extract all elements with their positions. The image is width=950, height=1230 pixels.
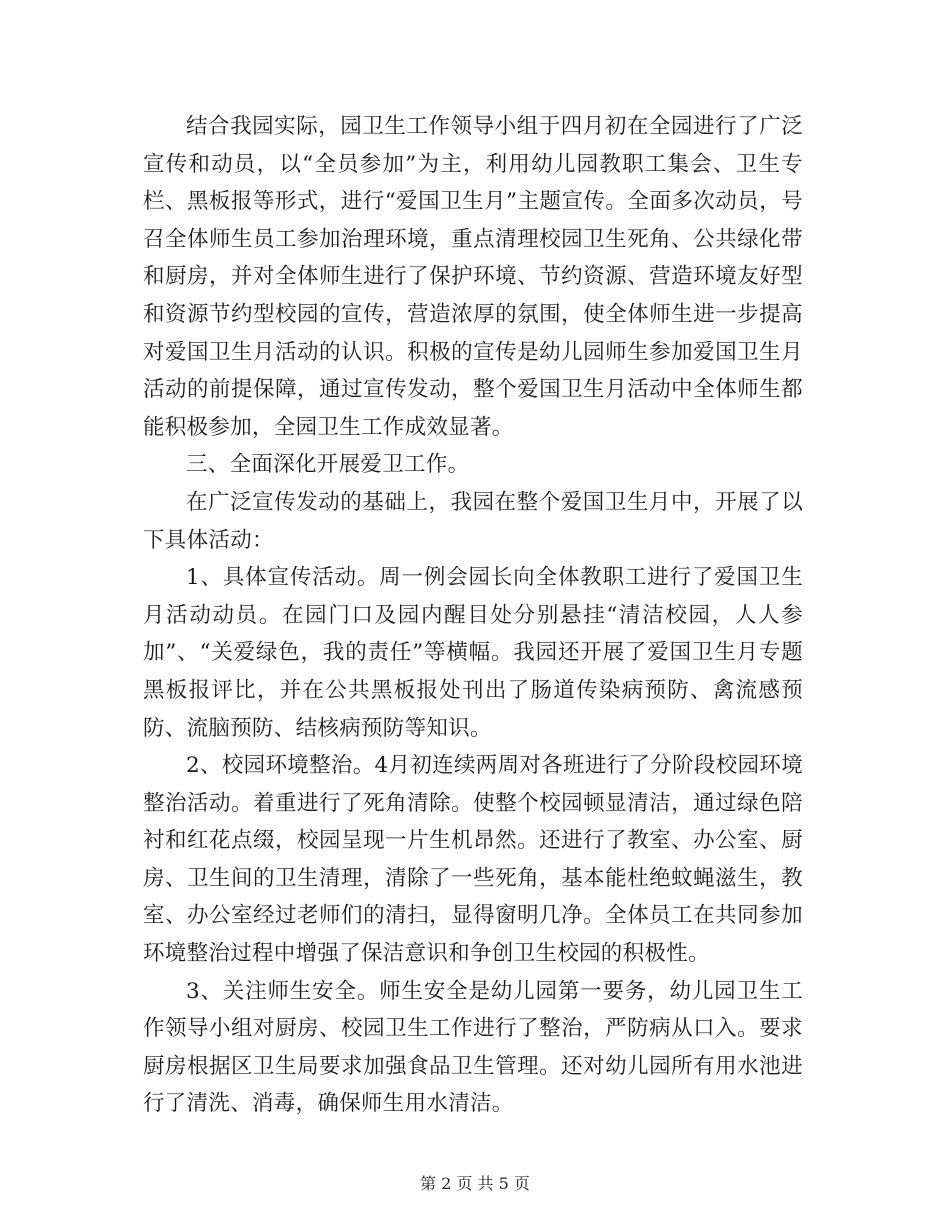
- paragraph-item-2-environment: 2、校园环境整治。4月初连续两周对各班进行了分阶段校园环境整治活动。着重进行了死角清除。使整个校园顿显清洁，通过绿色陪衬和红花点缀，校园呈现一片生机昂然。还进行了教室、办公室、厨房、卫生间的卫生清理，清除了一些死角，基本能杜绝蚊蝇滋生，教室、办公室经过老师们的清扫，显得窗明几净。全体员工在共同参加环境整治过程中增强了保洁意识和争创卫生校园的积极性。: [143, 753, 803, 967]
- paragraph-item-1-publicity: 1、具体宣传活动。周一例会园长向全体教职工进行了爱国卫生月活动动员。在园门口及园内醒目处分别悬挂“清洁校园，人人参加”、“关爱绿色，我的责任”等横幅。我园还开展了爱国卫生月专题黑板报评比，并在公共黑板报处刊出了肠道传染病预防、禽流感预防、流脑预防、结核病预防等知识。: [143, 565, 803, 741]
- page-number-footer: 第 2 页 共 5 页: [420, 1174, 530, 1193]
- section-heading-3: 三、全面深化开展爱卫工作。: [186, 452, 470, 478]
- paragraph-publicity-summary: 结合我园实际，园卫生工作领导小组于四月初在全园进行了广泛宣传和动员，以“全员参加”为主，利用幼儿园教职工集会、卫生专栏、黑板报等形式，进行“爱国卫生月”主题宣传。全面多次动员，号召全体师生员工参加治理环境，重点清理校园卫生死角、公共绿化带和厨房，并对全体师生进行了保护环境、节约资源、营造环境友好型和资源节约型校园的宣传，营造浓厚的氛围，使全体师生进一步提高对爱国卫生月活动的认识。积极的宣传是幼儿园师生参加爱国卫生月活动的前提保障，通过宣传发动，整个爱国卫生月活动中全体师生都能积极参加，全园卫生工作成效显著。: [143, 114, 803, 440]
- document-body: [143, 108, 803, 1123]
- paragraph-item-3-safety: 3、关注师生安全。师生安全是幼儿园第一要务，幼儿园卫生工作领导小组对厨房、校园卫生工作进行了整治，严防病从口入。要求厨房根据区卫生局要求加强食品卫生管理。还对幼儿园所有用水池进行了清洗、消毒，确保师生用水清洁。: [143, 978, 803, 1117]
- paragraph-activities-intro: 在广泛宣传发动的基础上，我园在整个爱国卫生月中，开展了以下具体活动：: [143, 489, 803, 553]
